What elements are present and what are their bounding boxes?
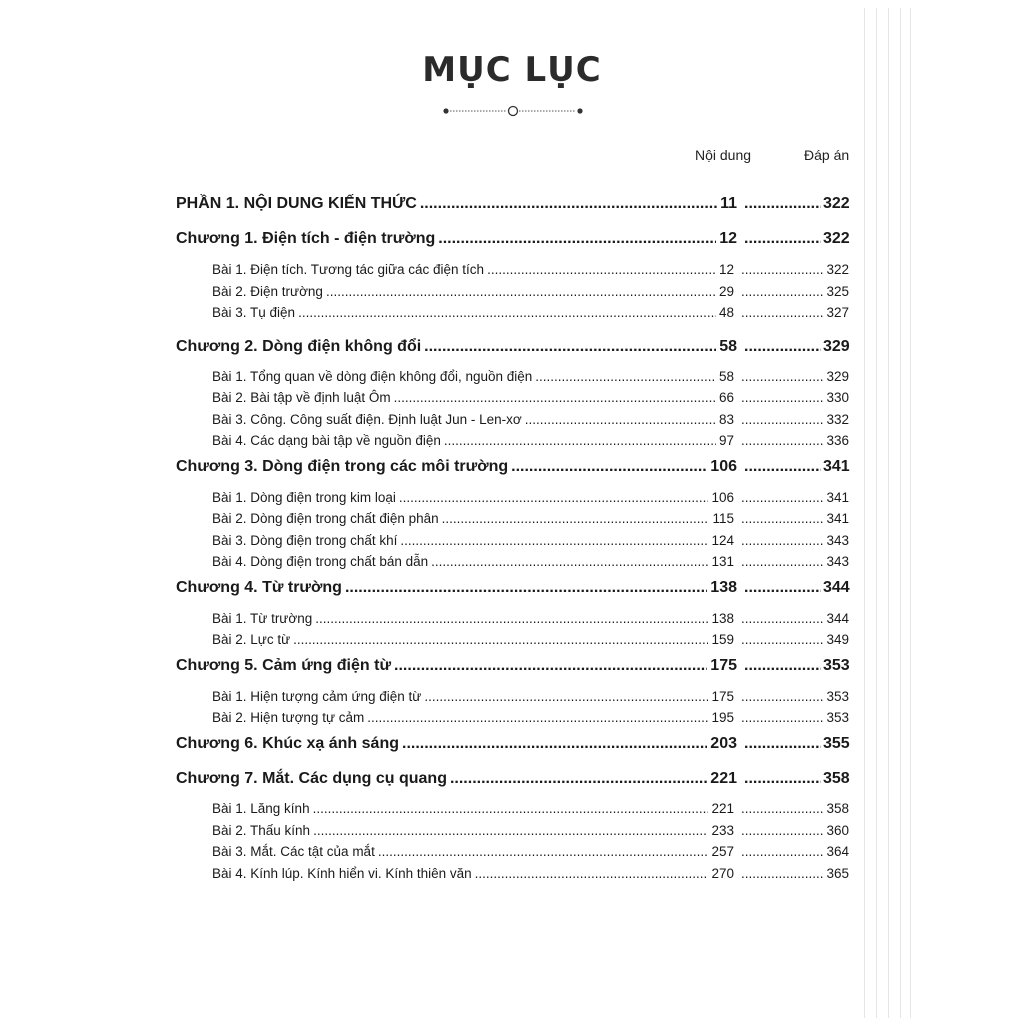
- toc-entry-lesson: [212, 801, 849, 816]
- dot-leader: [345, 579, 707, 597]
- toc-entry-answer-page: 365: [826, 866, 849, 881]
- toc-entry-answer-page: 329: [826, 369, 849, 384]
- toc-entry-chapter: [176, 579, 849, 597]
- dot-leader: [313, 801, 709, 816]
- toc-entry-page: 48: [718, 305, 734, 320]
- dot-leader: [431, 554, 708, 569]
- dot-leader: [741, 823, 823, 838]
- toc-entry-answer-page: 349: [826, 632, 849, 647]
- dot-leader: [475, 866, 709, 881]
- toc-entry-title: Chương 2. Dòng điện không đổi: [176, 338, 422, 355]
- toc-entry-lesson: [212, 284, 849, 299]
- dot-leader: [741, 844, 823, 859]
- toc-entry-lesson: [212, 305, 849, 320]
- toc-entry-title: Bài 1. Lăng kính: [212, 801, 310, 816]
- toc-entry-lesson: [212, 511, 849, 526]
- dot-leader: [741, 689, 823, 704]
- dot-leader: [402, 735, 707, 753]
- toc-entry-answer-page: 343: [826, 554, 849, 569]
- toc-entry-page: 11: [720, 195, 737, 212]
- dot-leader: [298, 305, 716, 320]
- toc-entry-title: Bài 3. Dòng điện trong chất khí: [212, 533, 398, 548]
- dot-leader: [444, 433, 716, 448]
- toc-entry-title: Bài 1. Hiện tượng cảm ứng điện từ: [212, 689, 422, 704]
- dot-leader: [741, 412, 823, 427]
- toc-entry-title: Bài 2. Bài tập về định luật Ôm: [212, 390, 391, 405]
- toc-entry-answer-page: 358: [823, 770, 850, 787]
- toc-entry-title: Bài 3. Công. Công suất điện. Định luật Jun - Len-xơ: [212, 412, 522, 427]
- dot-leader: [741, 433, 823, 448]
- toc-entry-title: Bài 2. Lực từ: [212, 632, 291, 647]
- toc-entry-answer-page: 322: [826, 262, 849, 277]
- toc-entry-lesson: [212, 844, 849, 859]
- dot-leader: [367, 710, 708, 725]
- dot-leader: [741, 390, 823, 405]
- toc-entry-title: PHẦN 1. NỘI DUNG KIẾN THỨC: [176, 195, 417, 212]
- toc-entry-lesson: [212, 433, 849, 448]
- dot-leader: [487, 262, 716, 277]
- dot-leader: [741, 305, 823, 320]
- toc-entry-page: 124: [711, 533, 734, 548]
- toc-entry-answer-page: 327: [826, 305, 849, 320]
- dot-leader: [400, 533, 708, 548]
- toc-entry-answer-page: 343: [826, 533, 849, 548]
- toc-entry-answer-page: 322: [823, 195, 850, 212]
- toc-entry-lesson: [212, 710, 849, 725]
- dot-leader: [744, 195, 821, 213]
- column-header-content: Nội dung: [695, 147, 752, 163]
- dot-leader: [741, 262, 823, 277]
- toc-entry-lesson: [212, 369, 849, 384]
- dot-leader: [394, 657, 707, 675]
- toc-entry-page: 175: [710, 657, 737, 674]
- dot-leader: [424, 689, 708, 704]
- toc-entry-page: 58: [718, 369, 734, 384]
- column-header-answers: Đáp án: [804, 147, 850, 163]
- toc-entry-lesson: [212, 533, 849, 548]
- toc-entry-title: Bài 1. Tổng quan về dòng điện không đổi, nguồn điện: [212, 369, 533, 384]
- toc-entry-lesson: [212, 490, 849, 505]
- dot-leader: [744, 770, 821, 788]
- toc-entry-page: 97: [718, 433, 734, 448]
- toc-entry-answer-page: 353: [826, 710, 849, 725]
- toc-entry-answer-page: 355: [823, 735, 850, 752]
- dot-leader: [744, 657, 821, 675]
- toc-entry-chapter: [176, 458, 849, 476]
- page-title: MỤC LỤC: [422, 50, 602, 90]
- toc-entry-answer-page: 344: [826, 611, 849, 626]
- toc-entry-answer-page: 358: [826, 801, 849, 816]
- dot-leader: [744, 338, 821, 356]
- toc-entry-chapter: [176, 230, 849, 248]
- dot-leader: [741, 511, 823, 526]
- toc-entry-title: Bài 1. Từ trường: [212, 611, 313, 626]
- toc-entry-page: 115: [712, 511, 734, 526]
- dot-leader: [450, 770, 707, 788]
- toc-entry-answer-page: 353: [823, 657, 850, 674]
- toc-entry-page: 138: [711, 611, 734, 626]
- dot-leader: [399, 490, 709, 505]
- dot-leader: [741, 284, 823, 299]
- dot-leader: [744, 579, 821, 597]
- toc-entry-page: 203: [710, 735, 737, 752]
- toc-entry-answer-page: 360: [826, 823, 849, 838]
- toc-entry-chapter: [176, 770, 849, 788]
- dot-leader: [741, 533, 823, 548]
- toc-entry-title: Bài 1. Dòng điện trong kim loại: [212, 490, 396, 505]
- title-ornament: [442, 101, 584, 121]
- toc-entry-page: 106: [710, 458, 737, 475]
- dot-leader: [326, 284, 716, 299]
- toc-entry-page: 270: [711, 866, 734, 881]
- toc-entry-page: 12: [719, 230, 737, 247]
- toc-entry-page: 29: [718, 284, 734, 299]
- toc-entry-lesson: [212, 262, 849, 277]
- toc-entry-lesson: [212, 632, 849, 647]
- dot-leader: [293, 632, 708, 647]
- dot-leader: [420, 195, 717, 213]
- dot-leader: [741, 490, 823, 505]
- dot-leader: [394, 390, 716, 405]
- toc-entry-lesson: [212, 390, 849, 405]
- toc-entry-title: Bài 1. Điện tích. Tương tác giữa các điện tích: [212, 262, 485, 277]
- toc-entry-title: Chương 5. Cảm ứng điện từ: [176, 657, 392, 674]
- dot-leader: [741, 866, 823, 881]
- toc-entry-title: Bài 4. Các dạng bài tập về nguồn điện: [212, 433, 441, 448]
- toc-entry-answer-page: 332: [826, 412, 849, 427]
- toc-entry-lesson: [212, 689, 849, 704]
- toc-entry-page: 106: [711, 490, 734, 505]
- toc-entry-title: Chương 1. Điện tích - điện trường: [176, 230, 436, 247]
- toc-entry-title: Bài 4. Dòng điện trong chất bán dẫn: [212, 554, 429, 569]
- toc-entry-page: 83: [718, 412, 734, 427]
- toc-entry-chapter: [176, 657, 849, 675]
- toc-entry-answer-page: 341: [826, 490, 849, 505]
- dot-leader: [511, 458, 707, 476]
- dot-leader: [741, 554, 823, 569]
- toc-entry-answer-page: 336: [826, 433, 849, 448]
- toc-entry-title: Bài 3. Tụ điện: [212, 305, 296, 320]
- toc-entry-title: Bài 2. Dòng điện trong chất điện phân: [212, 511, 439, 526]
- toc-entry-title: Chương 7. Mắt. Các dụng cụ quang: [176, 770, 447, 787]
- toc-entry-chapter: [176, 338, 849, 356]
- dot-leader: [378, 844, 709, 859]
- dot-leader: [315, 611, 708, 626]
- dot-leader: [744, 735, 821, 753]
- toc-entry-page: 221: [711, 801, 734, 816]
- toc-entry-title: Bài 2. Thấu kính: [212, 823, 311, 838]
- toc-entry-title: Bài 4. Kính lúp. Kính hiển vi. Kính thiên văn: [212, 866, 472, 881]
- toc-entry-page: 257: [711, 844, 734, 859]
- dot-leader: [741, 611, 823, 626]
- toc-entry-answer-page: 364: [826, 844, 849, 859]
- toc-entry-answer-page: 341: [826, 511, 849, 526]
- dot-leader: [525, 412, 716, 427]
- toc-entry-title: Bài 2. Hiện tượng tự cảm: [212, 710, 365, 725]
- toc-entry-answer-page: 344: [823, 579, 850, 596]
- dot-leader: [741, 369, 823, 384]
- toc-entry-page: 233: [711, 823, 734, 838]
- toc-entry-part: [176, 195, 849, 213]
- dot-leader: [442, 511, 710, 526]
- toc-entry-page: 12: [718, 262, 734, 277]
- toc-entry-page: 66: [718, 390, 734, 405]
- toc-entry-lesson: [212, 611, 849, 626]
- toc-entry-lesson: [212, 823, 849, 838]
- dot-leader: [744, 230, 821, 248]
- dot-leader: [741, 632, 823, 647]
- toc-entry-answer-page: 341: [823, 458, 850, 475]
- dot-leader: [741, 801, 823, 816]
- toc-entry-answer-page: 330: [826, 390, 849, 405]
- toc-entry-answer-page: 353: [826, 689, 849, 704]
- toc-entry-page: 159: [711, 632, 734, 647]
- page-edges: [864, 8, 912, 1018]
- dot-leader: [424, 338, 716, 356]
- toc-entry-lesson: [212, 412, 849, 427]
- toc-entry-page: 58: [719, 338, 737, 355]
- toc-entry-lesson: [212, 866, 849, 881]
- toc-entry-lesson: [212, 554, 849, 569]
- toc-entry-answer-page: 322: [823, 230, 850, 247]
- dot-leader: [741, 710, 823, 725]
- toc-entry-page: 195: [711, 710, 734, 725]
- toc-entry-title: Chương 4. Từ trường: [176, 579, 342, 596]
- toc-entry-answer-page: 329: [823, 338, 850, 355]
- dot-leader: [438, 230, 716, 248]
- toc-entry-page: 175: [711, 689, 734, 704]
- toc-entry-chapter: [176, 735, 849, 753]
- toc-entry-page: 131: [711, 554, 734, 569]
- toc-entry-title: Chương 6. Khúc xạ ánh sáng: [176, 735, 399, 752]
- dot-leader: [535, 369, 716, 384]
- dot-leader: [313, 823, 708, 838]
- toc-entry-title: Bài 2. Điện trường: [212, 284, 323, 299]
- toc-entry-page: 138: [710, 579, 737, 596]
- toc-entry-answer-page: 325: [826, 284, 849, 299]
- toc-entry-title: Chương 3. Dòng điện trong các môi trường: [176, 458, 509, 475]
- toc-entry-page: 221: [710, 770, 737, 787]
- toc-entry-title: Bài 3. Mắt. Các tật của mắt: [212, 844, 375, 859]
- dot-leader: [744, 458, 821, 476]
